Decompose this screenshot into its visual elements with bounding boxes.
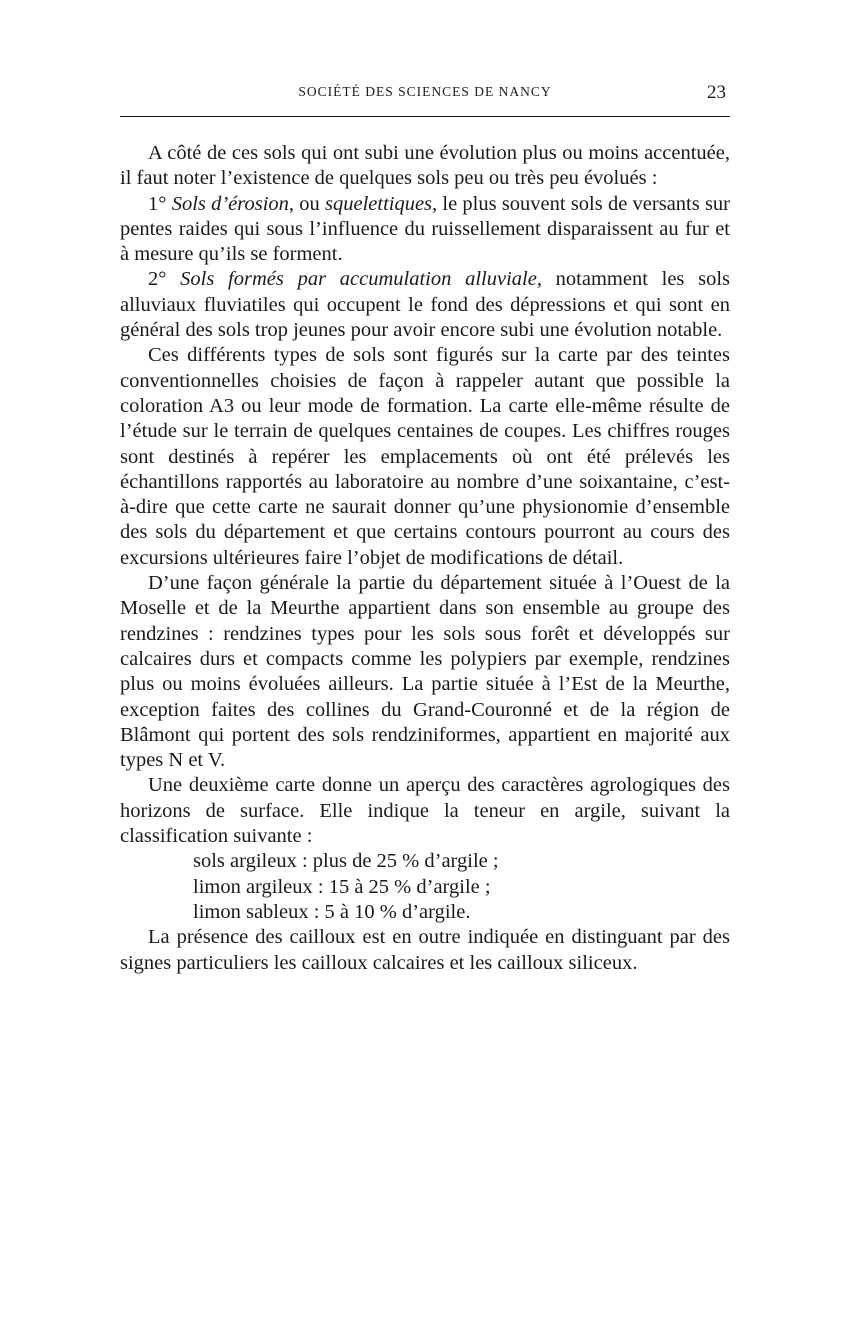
page-header: [120, 84, 730, 106]
running-title: SOCIÉTÉ DES SCIENCES DE NANCY: [298, 84, 552, 99]
body-text: [120, 141, 730, 976]
paragraph-intro: A côté de ces sols qui ont subi une évolution plus ou moins accentuée, il faut noter l’existence de quelques sols peu ou très peu évolués :: [120, 142, 730, 190]
paragraph-alluvial-soils: [120, 267, 730, 343]
paragraph-text: notamment les sols alluviaux fluviatiles qui occupent le fond des dépressions et qui sont en général des sols trop jeunes pour avoir encore subi une évolution notable.: [120, 268, 731, 342]
page-number: 23: [707, 82, 726, 103]
list-item: limon argileux : 15 à 25 % d’argile ;: [193, 875, 491, 898]
connector: ou: [299, 192, 320, 215]
term-erosion-soils: Sols d’érosion,: [171, 192, 295, 215]
paragraph-text: le plus souvent sols de versants sur pentes raides qui sous l’influence du ruissellement disparaissent au fur et à mesure qu’ils se forment.: [120, 192, 730, 266]
paragraph-map-description: Ces différents types de sols sont figurés sur la carte par des teintes conventionnelles choisies de façon à rappeler autant que possible la coloration A3 ou leur mode de formation. La carte elle-même résulte de l’étude sur le terrain de quelques centaines de coupes. Les chiffres rouges sont destinés à repérer les emplacements où ont été prélevés les échantillons rapportés au laboratoire au nombre d’une soixantaine, c’est-à-dire que cette carte ne saurait donner qu’une physionomie d’ensemble des sols du département et que certains contours pourront au cours des excursions ultérieures faire l’objet de modifications de détail.: [120, 344, 730, 569]
paragraph-agrological-map: Une deuxième carte donne un aperçu des caractères agrologiques des horizons de surface. Elle indique la teneur en argile, suivant la classification suivante :: [120, 774, 730, 848]
list-item: sols argileux : plus de 25 % d’argile ;: [193, 850, 499, 873]
item-number: 2°: [148, 268, 167, 291]
clay-classification-list: [120, 849, 730, 925]
header-rule: [120, 116, 730, 117]
paragraph-rendzines: D’une façon générale la partie du département située à l’Ouest de la Moselle et de la Meurthe appartient dans son ensemble au groupe des rendzines : rendzines types pour les sols sous forêt et développés sur calcaires durs et compacts comme les polypiers par exemple, rendzines plus ou moins évoluées ailleurs. La partie située à l’Est de la Meurthe, exception faites des collines du Grand-Couronné et de la région de Blâmont qui portent des sols rendziniformes, appartient en majorité aux types N et V.: [120, 572, 730, 772]
term-alluvial-soils: Sols formés par accumulation alluviale,: [180, 268, 542, 291]
list-item: limon sableux : 5 à 10 % d’argile.: [193, 900, 471, 923]
term-skeletal-soils: squelettiques,: [325, 192, 438, 215]
item-number: 1°: [148, 192, 167, 215]
paragraph-pebbles: La présence des cailloux est en outre indiquée en distinguant par des signes particuliers les cailloux calcaires et les cailloux siliceux.: [120, 926, 730, 974]
paragraph-erosion-soils: [120, 192, 730, 268]
